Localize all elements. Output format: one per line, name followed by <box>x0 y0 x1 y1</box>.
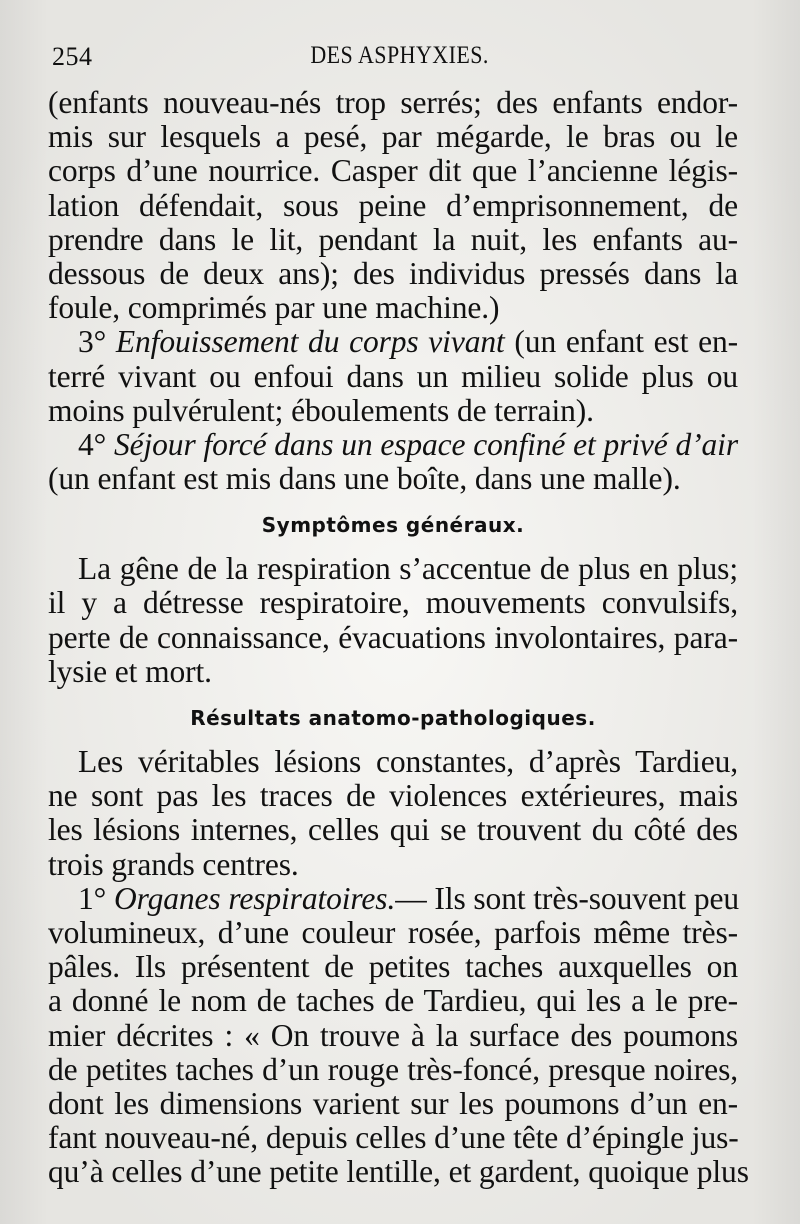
text-line: moins pulvérulent; éboulements de terrain). <box>48 392 594 428</box>
italic-term: Séjour forcé dans un espace confiné et privé d’air <box>113 426 738 462</box>
text-line: Les véritables lésions constantes, d’après Tardieu, <box>78 744 738 779</box>
text-line: dessous de deux ans); des individus pressés dans la <box>48 255 738 291</box>
text-line: il y a détresse respiratoire, mouvements convulsifs, <box>48 585 738 621</box>
text-line: perte de connaissance, évacuations involontaires, para- <box>48 619 738 655</box>
text-line: pâles. Ils présentent de petites taches auxquelles on <box>48 949 738 985</box>
page-header <box>52 42 752 76</box>
line-continuation: — Ils sont très-souvent peu <box>395 880 740 916</box>
text-line: mis sur lesquels a pesé, par mégarde, le bras ou le <box>48 119 738 155</box>
text-line: foule, comprimés par une machine.) <box>48 290 500 326</box>
text-line: lysie et mort. <box>48 653 212 689</box>
text-line: a donné le nom de taches de Tardieu, qui les a le pre- <box>48 983 738 1019</box>
text-line: dont les dimensions varient sur les poumons d’un en- <box>48 1085 738 1121</box>
line-continuation: (un enfant est en- <box>504 324 738 360</box>
text-line: de petites taches d’un rouge très-foncé, presque noires, <box>48 1051 738 1087</box>
text-line-enumerated <box>48 882 738 916</box>
page-number: 254 <box>52 42 93 71</box>
text-line-enumerated <box>48 428 738 462</box>
spacer <box>48 731 738 745</box>
italic-term: Organes respiratoires. <box>113 880 396 916</box>
text-line: fant nouveau-né, depuis celles d’une tête d’épingle jus- <box>48 1120 739 1156</box>
text-line: trois grands centres. <box>48 846 299 882</box>
body-text <box>48 85 749 1190</box>
text-line-enumerated <box>48 325 738 359</box>
text-line: mier décrites : « On trouve à la surface des poumons <box>48 1017 738 1053</box>
text-line: lation défendait, sous peine d’emprisonnement, de <box>48 187 738 223</box>
text-line: (enfants nouveau-nés trop serrés; des enfants endor- <box>48 85 738 120</box>
text-line: prendre dans le lit, pendant la nuit, les enfants au- <box>48 221 738 257</box>
enumeration-number: 3° <box>78 324 116 360</box>
text-line: corps d’une nourrice. Casper dit que l’ancienne légis- <box>48 153 738 189</box>
enumeration-number: 4° <box>78 426 114 462</box>
text-line: qu’à celles d’une petite lentille, et gardent, quoique plus <box>48 1154 749 1190</box>
enumeration-number: 1° <box>78 880 114 916</box>
section-heading-symptoms: Symptômes généraux. <box>261 513 525 538</box>
section-heading-anatomo-pathological: Résultats anatomo-pathologiques. <box>190 706 596 730</box>
text-line: La gêne de la respiration s’accentue de plus en plus; <box>78 551 738 587</box>
spacer <box>48 538 738 552</box>
running-head: DES ASPHYXIES. <box>310 42 489 69</box>
text-line: volumineux, d’une couleur rosée, parfois même très- <box>48 914 738 950</box>
italic-term: Enfouissement du corps vivant <box>115 324 505 360</box>
text-line: terré vivant ou enfoui dans un milieu solide plus ou <box>48 358 738 394</box>
text-line: les lésions internes, celles qui se trouvent du côté des <box>48 812 738 848</box>
text-line: (un enfant est mis dans une boîte, dans une malle). <box>48 461 681 497</box>
text-line: ne sont pas les traces de violences extérieures, mais <box>48 778 738 814</box>
